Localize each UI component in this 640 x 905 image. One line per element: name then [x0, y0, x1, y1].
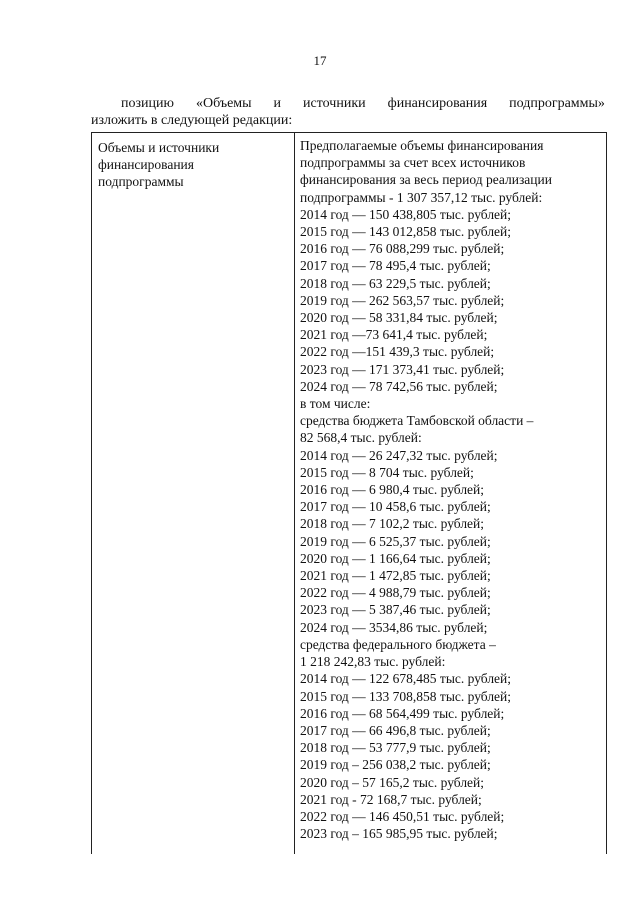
- right-cell-line: 2016 год — 76 088,299 тыс. рублей;: [300, 241, 505, 257]
- right-cell-line: 2022 год —151 439,3 тыс. рублей;: [300, 344, 495, 360]
- left-cell-line: финансирования: [98, 157, 194, 172]
- right-cell-line: 2019 год — 6 525,37 тыс. рублей;: [300, 533, 491, 549]
- right-cell-line: 2022 год — 146 450,51 тыс. рублей;: [300, 808, 505, 824]
- right-cell-line: 2016 год — 68 564,499 тыс. рублей;: [300, 705, 505, 721]
- right-cell-line: 2015 год — 143 012,858 тыс. рублей;: [300, 224, 512, 240]
- right-cell-line: 2021 год - 72 168,7 тыс. рублей;: [300, 791, 482, 807]
- right-cell-line: 82 568,4 тыс. рублей:: [300, 430, 422, 446]
- right-cell-line: 2024 год — 3534,86 тыс. рублей;: [300, 619, 488, 635]
- intro-word: позицию: [121, 96, 174, 111]
- right-cell-line: 2022 год — 4 988,79 тыс. рублей;: [300, 585, 491, 601]
- right-cell-line: 2018 год — 63 229,5 тыс. рублей;: [300, 275, 491, 291]
- right-cell-line: 2021 год — 1 472,85 тыс. рублей;: [300, 568, 491, 584]
- right-cell-line: 2017 год — 66 496,8 тыс. рублей;: [300, 722, 491, 738]
- right-cell-line: 2024 год — 78 742,56 тыс. рублей;: [300, 378, 498, 394]
- intro-word: финансирования: [387, 96, 488, 111]
- right-cell-line: Предполагаемые объемы финансирования: [300, 138, 544, 153]
- right-cell-line: 2018 год — 7 102,2 тыс. рублей;: [300, 516, 485, 532]
- intro-first-line: [91, 95, 605, 112]
- right-cell-line: 2014 год — 122 678,485 тыс. рублей;: [300, 671, 512, 687]
- right-cell-line: 2023 год – 165 985,95 тыс. рублей;: [300, 826, 498, 842]
- right-cell-line: 2014 год — 26 247,32 тыс. рублей;: [300, 447, 498, 463]
- right-cell-line: 2014 год — 150 438,805 тыс. рублей;: [300, 206, 512, 222]
- intro-word: «Объемы: [195, 96, 252, 111]
- intro-word: подпрограммы»: [509, 96, 605, 111]
- intro-word: и: [273, 96, 282, 111]
- right-cell-line: средства федерального бюджета –: [300, 636, 496, 652]
- right-cell-line: 2016 год — 6 980,4 тыс. рублей;: [300, 482, 485, 498]
- right-cell-line: 2019 год — 262 563,57 тыс. рублей;: [300, 292, 505, 308]
- right-cell-line: 2021 год —73 641,4 тыс. рублей;: [300, 327, 488, 343]
- right-cell-line: 2023 год — 5 387,46 тыс. рублей;: [300, 602, 491, 618]
- page-number: 17: [313, 53, 327, 68]
- table-left-cell: [98, 139, 288, 190]
- right-cell-line: 2015 год — 133 708,858 тыс. рублей;: [300, 688, 512, 704]
- right-cell-line: 2017 год — 10 458,6 тыс. рублей;: [300, 499, 491, 515]
- right-cell-line: подпрограммы - 1 307 357,12 тыс. рублей:: [300, 189, 543, 205]
- right-cell-line: 2019 год – 256 038,2 тыс. рублей;: [300, 757, 491, 773]
- intro-word: источники: [303, 96, 366, 111]
- right-cell-line: 2020 год – 57 165,2 тыс. рублей;: [300, 774, 485, 790]
- right-cell-line: 2015 год — 8 704 тыс. рублей;: [300, 464, 474, 480]
- funding-table: [91, 132, 607, 854]
- right-cell-line: средства бюджета Тамбовской области –: [300, 413, 534, 429]
- right-cell-line: подпрограммы за счет всех источников: [300, 155, 526, 171]
- right-cell-line: 2020 год — 58 331,84 тыс. рублей;: [300, 310, 498, 326]
- right-cell-line: 2023 год — 171 373,41 тыс. рублей;: [300, 361, 505, 377]
- right-cell-line: в том числе:: [300, 396, 371, 412]
- table-right-cell: [300, 137, 602, 842]
- intro-second-line: изложить в следующей редакции:: [91, 113, 293, 128]
- right-cell-line: 2020 год — 1 166,64 тыс. рублей;: [300, 550, 491, 566]
- right-cell-line: 2017 год — 78 495,4 тыс. рублей;: [300, 258, 491, 274]
- right-cell-line: 1 218 242,83 тыс. рублей:: [300, 654, 446, 670]
- right-cell-line: 2018 год — 53 777,9 тыс. рублей;: [300, 740, 491, 756]
- left-cell-line: Объемы и источники: [98, 140, 220, 155]
- right-cell-line: финансирования за весь период реализации: [300, 172, 552, 188]
- column-divider: [294, 133, 295, 854]
- left-cell-line: подпрограммы: [98, 174, 184, 189]
